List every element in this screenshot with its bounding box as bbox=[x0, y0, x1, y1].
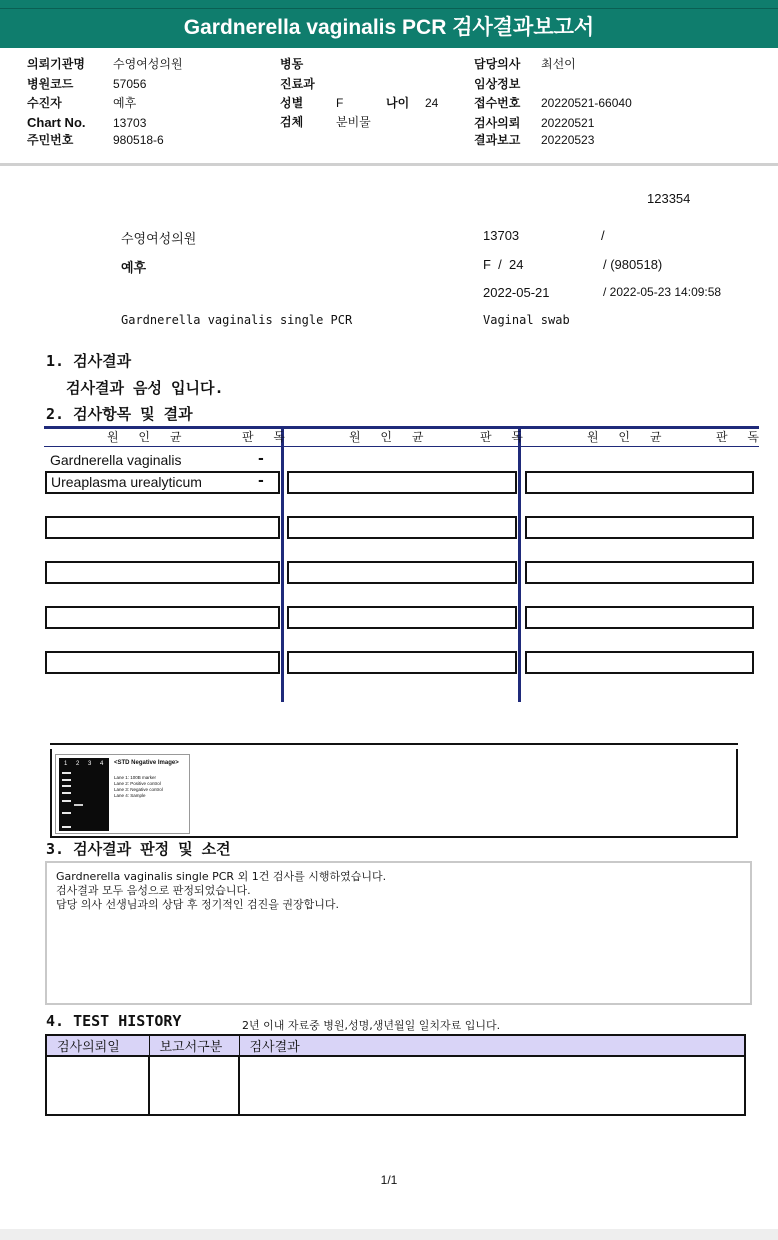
info-test-name: Gardnerella vaginalis single PCR bbox=[121, 313, 353, 327]
gel-lane-number: 2 bbox=[76, 761, 80, 767]
age-label: 나이 bbox=[386, 96, 410, 110]
gel-band bbox=[62, 800, 71, 802]
receipt-value: 20220521-66040 bbox=[541, 96, 632, 110]
col-judge-header: 판 독 bbox=[480, 430, 531, 444]
report-title: Gardnerella vaginalis PCR 검사결과보고서 bbox=[0, 0, 778, 48]
doctor-value: 최선이 bbox=[541, 57, 576, 71]
comment-line: 담당 의사 선생님과의 상담 후 정기적인 검진을 권장합니다. bbox=[56, 898, 339, 911]
table-row bbox=[44, 449, 280, 472]
history-table bbox=[45, 1034, 746, 1116]
table-header-divider bbox=[44, 446, 759, 447]
gel-lane-number: 4 bbox=[100, 761, 104, 767]
empty-cell bbox=[287, 606, 517, 629]
info-specimen: Vaginal swab bbox=[483, 313, 570, 327]
empty-cell bbox=[45, 651, 280, 674]
info-request-date: 2022-05-21 bbox=[483, 285, 550, 300]
info-report-datetime: / 2022-05-23 14:09:58 bbox=[603, 285, 722, 299]
empty-cell bbox=[525, 516, 754, 539]
col-pathogen-header: 원 인 균 bbox=[107, 430, 190, 444]
report-date-value: 20220523 bbox=[541, 133, 595, 147]
history-cell bbox=[149, 1056, 239, 1115]
report-date-label: 결과보고 bbox=[474, 133, 521, 147]
gel-lane-number: 3 bbox=[88, 761, 92, 767]
history-col-request: 검사의뢰일 bbox=[46, 1035, 149, 1056]
table-row bbox=[46, 1056, 745, 1115]
info-sex-age: F / 24 bbox=[483, 257, 524, 272]
gel-band bbox=[62, 772, 71, 774]
section-3-title: 3. 검사결과 판정 및 소견 bbox=[46, 840, 231, 858]
history-col-type: 보고서구분 bbox=[149, 1035, 239, 1056]
gel-band bbox=[62, 785, 71, 787]
gel-band bbox=[62, 812, 71, 814]
comment-line: 검사결과 모두 음성으로 판정되었습니다. bbox=[56, 884, 251, 897]
age-value: 24 bbox=[425, 96, 439, 110]
empty-cell bbox=[287, 516, 517, 539]
specimen-label: 검체 bbox=[280, 115, 304, 129]
section-1-title: 1. 검사결과 bbox=[46, 352, 132, 370]
section-1-result: 검사결과 음성 입니다. bbox=[66, 379, 224, 397]
table-column-divider bbox=[518, 426, 521, 702]
empty-cell bbox=[45, 606, 280, 629]
specimen-value: 분비물 bbox=[336, 115, 371, 129]
sex-value: F bbox=[336, 96, 344, 110]
empty-cell bbox=[525, 561, 754, 584]
gel-band bbox=[62, 792, 71, 794]
empty-cell bbox=[45, 561, 280, 584]
history-cell bbox=[46, 1056, 149, 1115]
gel-image-box bbox=[55, 754, 190, 834]
gel-panel-top-border bbox=[50, 743, 738, 745]
section-2-title: 2. 검사항목 및 결과 bbox=[46, 405, 193, 423]
gel-lane-label: Lane 2: Positive control bbox=[114, 781, 161, 786]
col-judge-header: 판 독 bbox=[242, 430, 293, 444]
gel-lane-number: 1 bbox=[64, 761, 68, 767]
header-divider bbox=[0, 163, 778, 166]
patient-value: 예후 bbox=[113, 96, 137, 110]
empty-cell bbox=[287, 561, 517, 584]
gel-band bbox=[74, 804, 83, 806]
empty-cell bbox=[525, 651, 754, 674]
sample-number: 123354 bbox=[647, 191, 691, 206]
comment-box bbox=[45, 861, 752, 1005]
receipt-label: 접수번호 bbox=[474, 96, 521, 110]
hospital-value: 수영여성의원 bbox=[113, 57, 183, 71]
chart-label: Chart No. bbox=[27, 115, 86, 130]
gel-caption: <STD Negative Image> bbox=[114, 760, 179, 766]
gel-electrophoresis-image bbox=[59, 758, 109, 831]
request-value: 20220521 bbox=[541, 116, 595, 130]
info-chart: 13703 bbox=[483, 228, 520, 243]
page-number: 1/1 bbox=[380, 1173, 398, 1187]
dept-label: 진료과 bbox=[280, 77, 315, 91]
empty-cell bbox=[525, 606, 754, 629]
code-value: 57056 bbox=[113, 77, 147, 91]
gel-lane-label: Lane 1: 100B marker bbox=[114, 775, 157, 780]
empty-cell bbox=[45, 516, 280, 539]
gel-band bbox=[62, 826, 71, 828]
history-col-result: 검사결과 bbox=[239, 1035, 745, 1056]
col-pathogen-header: 원 인 균 bbox=[349, 430, 432, 444]
sex-label: 성별 bbox=[280, 96, 304, 110]
doctor-label: 담당의사 bbox=[474, 57, 521, 71]
gel-lane-label: Lane 4: Sample bbox=[114, 793, 146, 798]
empty-cell bbox=[287, 471, 517, 494]
table-row bbox=[45, 471, 280, 494]
info-birth: / (980518) bbox=[603, 257, 663, 272]
history-note: 2년 이내 자료중 병원,성명,생년월일 일치자료 입니다. bbox=[242, 1019, 501, 1032]
rrn-value: 980518-6 bbox=[113, 133, 164, 147]
code-label: 병원코드 bbox=[27, 77, 74, 91]
col-pathogen-header: 원 인 균 bbox=[587, 430, 670, 444]
rrn-label: 주민번호 bbox=[27, 133, 74, 147]
gel-lane-label: Lane 3: Negative control bbox=[114, 787, 163, 792]
hospital-label: 의뢰기관명 bbox=[27, 57, 85, 71]
col-judge-header: 판 독 bbox=[716, 430, 767, 444]
patient-label: 수진자 bbox=[27, 96, 62, 110]
ward-label: 병동 bbox=[280, 57, 304, 71]
section-4-title: 4. TEST HISTORY bbox=[46, 1012, 182, 1030]
info-patient: 예후 bbox=[121, 261, 147, 276]
history-cell bbox=[239, 1056, 745, 1115]
empty-cell bbox=[287, 651, 517, 674]
chart-value: 13703 bbox=[113, 116, 147, 130]
clinical-label: 임상정보 bbox=[474, 77, 521, 91]
pathogen-name: Ureaplasma urealyticum bbox=[51, 474, 202, 490]
judge-value: - bbox=[258, 473, 264, 489]
judge-value: - bbox=[258, 451, 264, 467]
empty-cell bbox=[525, 471, 754, 494]
footer-bar bbox=[0, 1229, 778, 1240]
request-label: 검사의뢰 bbox=[474, 116, 521, 130]
info-chart-sep: / bbox=[601, 228, 605, 243]
info-hospital: 수영여성의원 bbox=[121, 231, 197, 246]
gel-band bbox=[62, 779, 71, 781]
comment-line: Gardnerella vaginalis single PCR 외 1건 검사를 시행하였습니다. bbox=[56, 870, 387, 883]
pathogen-name: Gardnerella vaginalis bbox=[50, 452, 182, 468]
table-column-divider bbox=[281, 426, 284, 702]
